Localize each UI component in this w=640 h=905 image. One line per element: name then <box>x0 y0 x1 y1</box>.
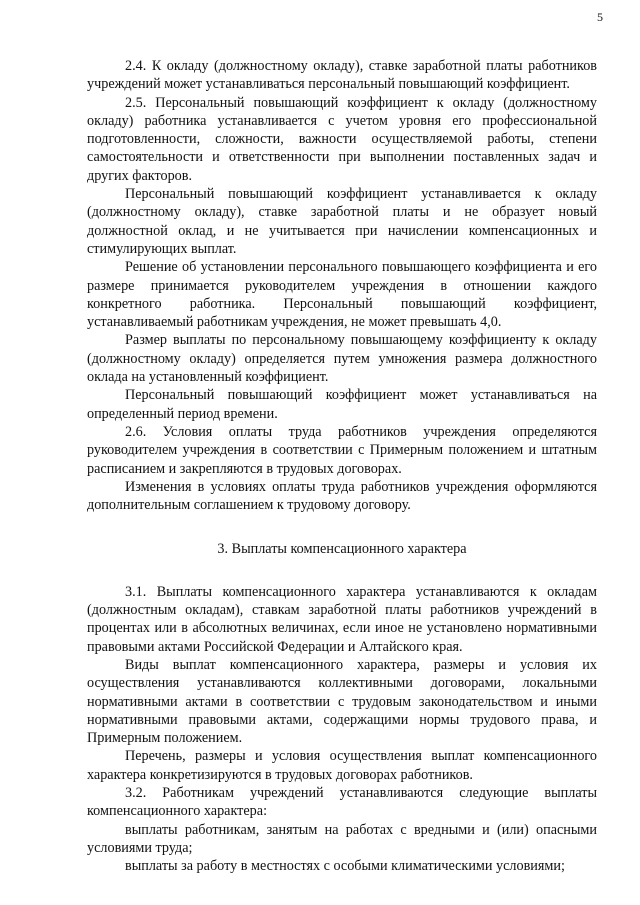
section-heading: 3. Выплаты компенсационного характера <box>217 541 467 558</box>
list-item-harmful-conditions: выплаты работникам, занятым на работах с вредными и (или) опасными условиями труда; <box>87 821 597 856</box>
paragraph-compensation-list: Перечень, размеры и условия осуществления выплат компенсационного характера конкретизируются в трудовых договорах работников. <box>87 748 597 783</box>
document-body <box>87 57 597 875</box>
paragraph-3-1: 3.1. Выплаты компенсационного характера устанавливаются к окладам (должностным окладам), ставкам заработной платы работников учреждений в процентах или в абсолютных величинах, если иное не установлено нормативными правовыми актами Российской Федерации и Алтайского края. <box>87 583 597 655</box>
list-item-climate-conditions: выплаты за работу в местностях с особыми климатическими условиями; <box>125 858 565 875</box>
paragraph-coefficient-period: Персональный повышающий коэффициент может устанавливаться на определенный период времени. <box>87 387 597 422</box>
paragraph-2-4: 2.4. К окладу (должностному окладу), ставке заработной платы работников учреждений может устанавливаться персональный повышающий коэффициент. <box>87 58 597 93</box>
paragraph-2-5: 2.5. Персональный повышающий коэффициент к окладу (должностному окладу) работника устанавливается с учетом уровня его профессиональной подготовленности, сложности, важности осуществляемой работы, степени самостоятельности и ответственности при выполнении поставленных задач и других факторов. <box>87 94 597 184</box>
paragraph-coefficient-basis: Персональный повышающий коэффициент устанавливается к окладу (должностному окладу), ставке заработной платы и не образует новый должностной оклад, и не учитывается при начислении компенсационных и стимулирующих выплат. <box>87 186 597 257</box>
paragraph-coefficient-size: Размер выплаты по персональному повышающему коэффициенту к окладу (должностному окладу) определяется путем умножения размера должностного оклада на установленный коэффициент. <box>87 332 597 386</box>
page-number: 5 <box>597 10 603 24</box>
paragraph-compensation-types: Виды выплат компенсационного характера, размеры и условия их осуществления устанавливаются коллективными договорами, локальными нормативными актами в соответствии с трудовым законодательством и иными нормативными правовыми актами, содержащими нормы трудового права, и Примерным положением. <box>87 656 597 747</box>
paragraph-coefficient-decision: Решение об установлении персонального повышающего коэффициента и его размере принимается руководителем учреждения в отношении каждого конкретного работника. Персональный повышающий коэффициент, устанавливаемый работникам учреждения, не может превышать 4,0. <box>87 259 597 331</box>
paragraph-2-6: 2.6. Условия оплаты труда работников учреждения определяются руководителем учреждения в соответствии с Примерным положением и штатным расписанием и закрепляются в трудовых договорах. <box>87 423 597 477</box>
paragraph-3-2: 3.2. Работникам учреждений устанавливаются следующие выплаты компенсационного характера: <box>87 784 597 820</box>
paragraph-changes: Изменения в условиях оплаты труда работников учреждения оформляются дополнительным соглашением к трудовому договору. <box>87 478 597 514</box>
